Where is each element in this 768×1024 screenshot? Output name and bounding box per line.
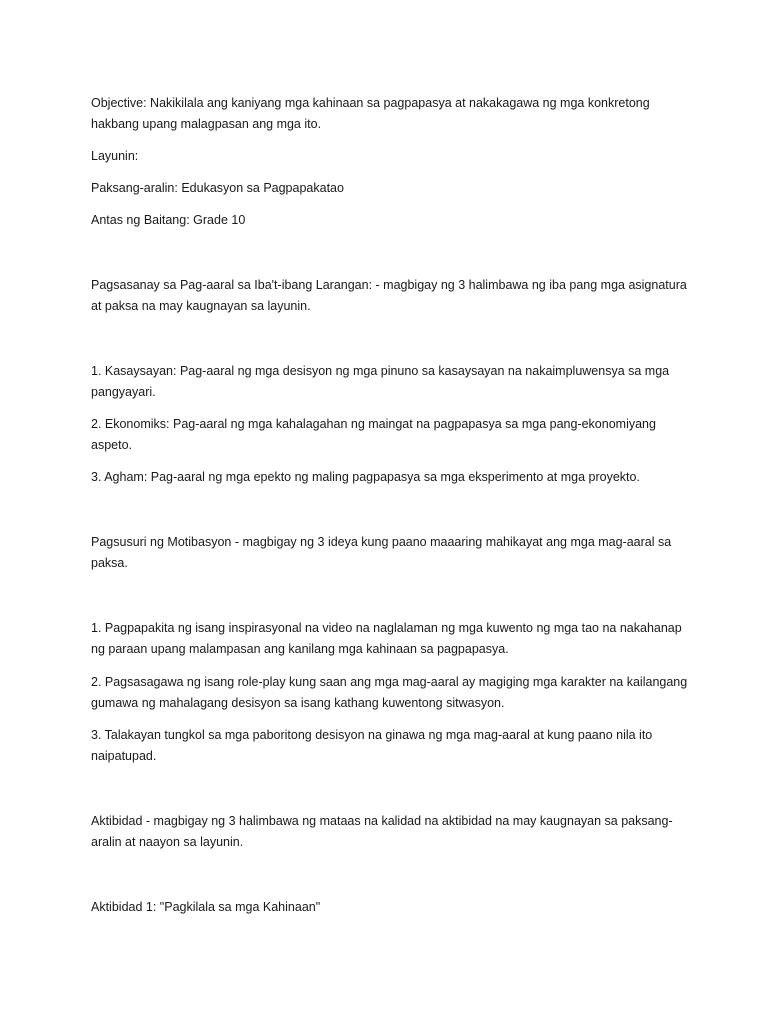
motibasyon-item-3: 3. Talakayan tungkol sa mga paboritong desisyon na ginawa ng mga mag-aaral at kung paano nila ito naipatupad. [91, 728, 653, 763]
aktibidad-intro-paragraph: Aktibidad - magbigay ng 3 halimbawa ng mataas na kalidad na aktibidad na may kaugnayan sa paksang-aralin at naayon sa layunin. [91, 814, 673, 849]
pagsasanay-item-1: 1. Kasaysayan: Pag-aaral ng mga desisyon ng mga pinuno sa kasaysayan na nakaimpluwensya sa mga pangyayari. [91, 364, 670, 399]
motibasyon-intro-paragraph: Pagsusuri ng Motibasyon - magbigay ng 3 ideya kung paano maaaring mahikayat ang mga mag-aaral sa paksa. [91, 535, 672, 570]
objective-paragraph: Objective: Nakikilala ang kaniyang mga kahinaan sa pagpapasya at nakakagawa ng mga konkretong hakbang upang malagpasan ang mga ito. [91, 96, 650, 131]
pagsasanay-intro-paragraph: Pagsasanay sa Pag-aaral sa Iba't-ibang Larangan: - magbigay ng 3 halimbawa ng iba pang mga asignatura at paksa na may kaugnayan sa layunin. [91, 278, 687, 313]
antas-ng-baitang-line: Antas ng Baitang: Grade 10 [91, 213, 246, 227]
layunin-heading: Layunin: [91, 149, 139, 163]
motibasyon-item-2: 2. Pagsasagawa ng isang role-play kung saan ang mga mag-aaral ay magiging mga karakter na kailangang gumawa ng mahalagang desisyon sa isang kathang kuwentong sitwasyon. [91, 675, 688, 710]
aktibidad-1-heading: Aktibidad 1: "Pagkilala sa mga Kahinaan" [91, 900, 321, 914]
paksang-aralin-line: Paksang-aralin: Edukasyon sa Pagpapakatao [91, 181, 344, 195]
pagsasanay-item-3: 3. Agham: Pag-aaral ng mga epekto ng maling pagpapasya sa mga eksperimento at mga proyekto. [91, 470, 640, 484]
pagsasanay-item-2: 2. Ekonomiks: Pag-aaral ng mga kahalagahan ng maingat na pagpapasya sa mga pang-ekonomiyang aspeto. [91, 417, 656, 452]
motibasyon-item-1: 1. Pagpapakita ng isang inspirasyonal na video na naglalaman ng mga kuwento ng mga tao na nakahanap ng paraan upang malampasan ang kanilang mga kahinaan sa pagpapasya. [91, 621, 682, 656]
